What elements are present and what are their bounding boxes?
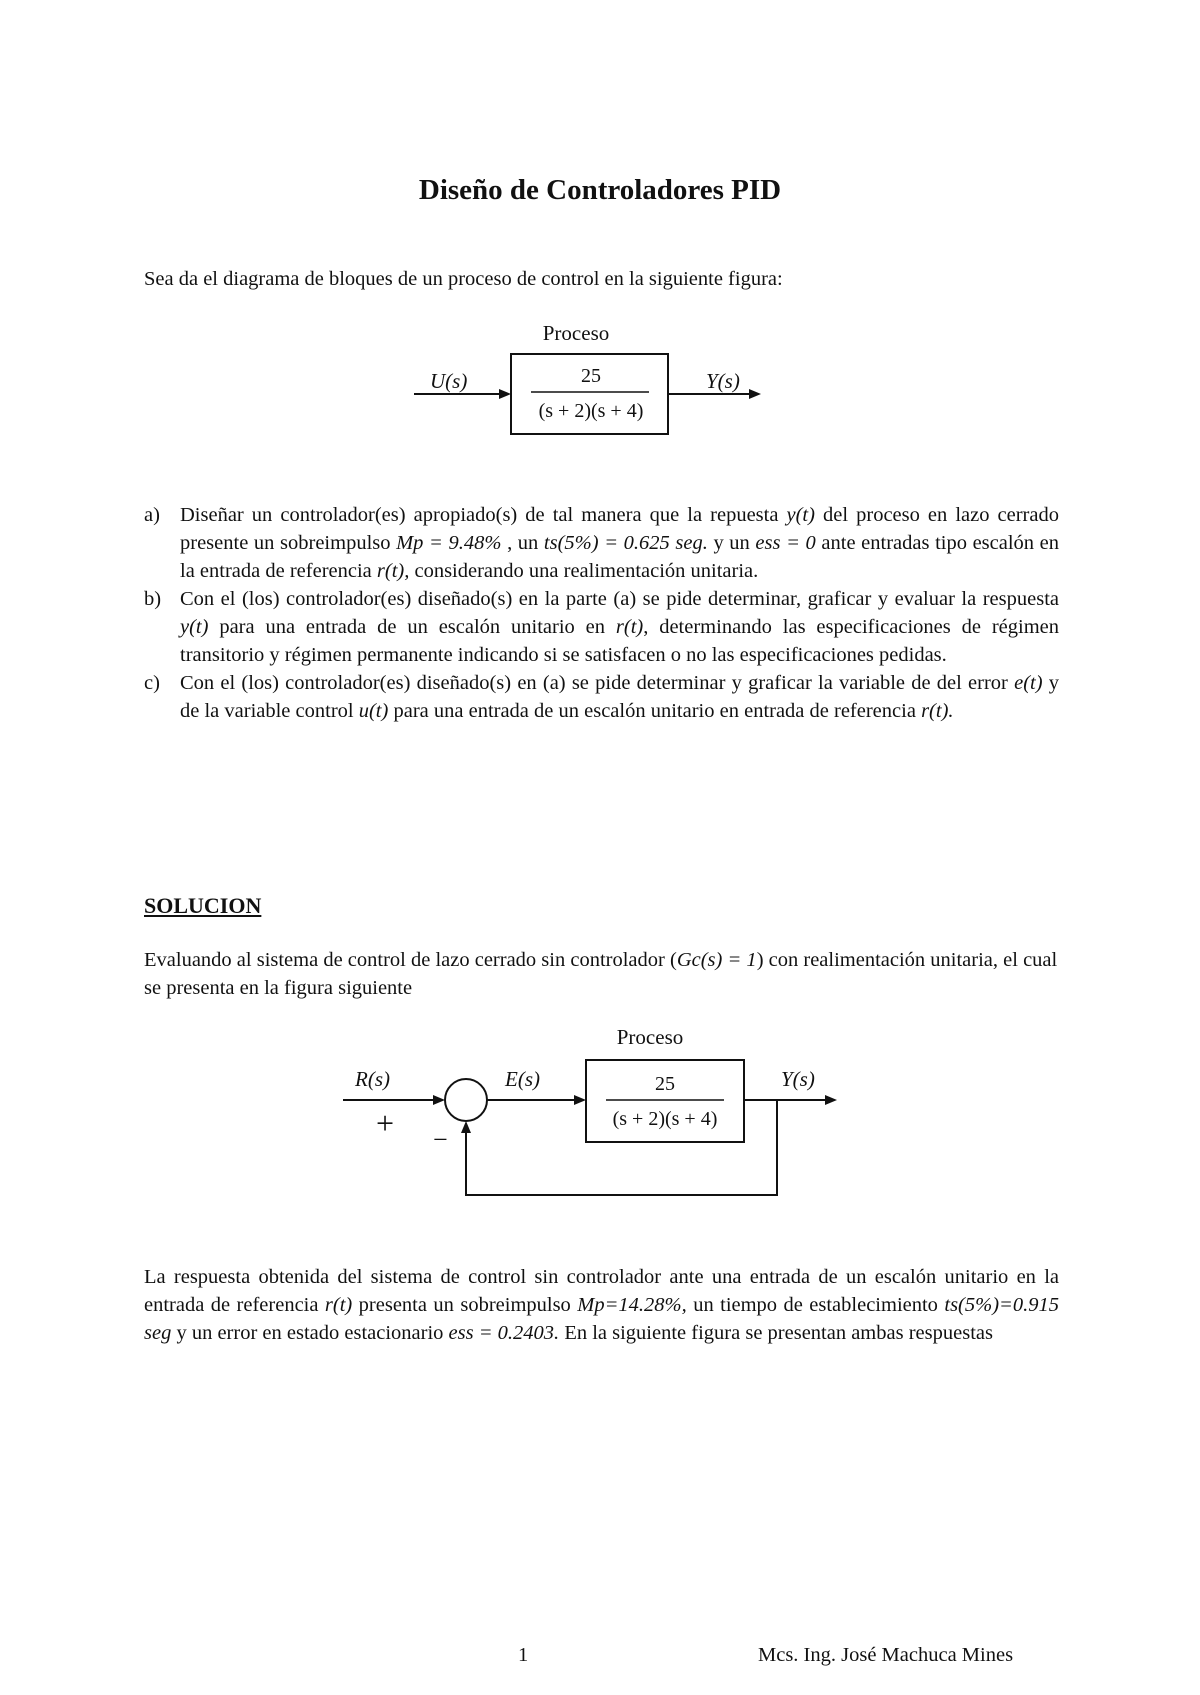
process-label: Proceso bbox=[542, 321, 610, 345]
process-block-diagram bbox=[400, 318, 770, 440]
item-text: , un bbox=[501, 532, 544, 554]
item-label: c) bbox=[144, 672, 160, 694]
item-variable: r(t) bbox=[615, 616, 644, 638]
transfer-denominator: (s + 2)(s + 4) bbox=[538, 400, 644, 422]
item-text: y un bbox=[707, 532, 756, 554]
output-signal-label: Y(s) bbox=[706, 369, 740, 393]
transfer-numerator: 25 bbox=[581, 365, 601, 387]
summing-junction bbox=[445, 1079, 487, 1121]
item-text: ante entradas tipo escalón en la entrada de referencia bbox=[180, 532, 1060, 582]
item-text: para una entrada de un escalón unitario en bbox=[208, 616, 616, 638]
page-title: Diseño de Controladores PID bbox=[418, 174, 782, 206]
closed-loop-block-diagram bbox=[335, 1020, 845, 1205]
requirements-list bbox=[144, 501, 1059, 725]
paragraph-variable: Gc(s) = 1 bbox=[676, 949, 757, 971]
item-variable: r(t). bbox=[921, 700, 954, 722]
minus-sign: − bbox=[433, 1125, 448, 1154]
item-text: Con el (los) controlador(es) diseñado(s) en (a) se pide determinar y graficar la variable de del error bbox=[180, 672, 1015, 694]
item-label: b) bbox=[144, 588, 162, 610]
item-text: del proceso en lazo cerrado presente un sobreimpulso bbox=[180, 504, 1059, 554]
solution-paragraph-2 bbox=[144, 1263, 1059, 1347]
item-variable: Mp = 9.48% bbox=[396, 532, 502, 554]
page-number: 1 bbox=[518, 1644, 529, 1666]
transfer-denominator: (s + 2)(s + 4) bbox=[612, 1108, 718, 1130]
paragraph-variable: ess = 0.2403. bbox=[448, 1322, 560, 1344]
item-variable: y(t) bbox=[786, 504, 815, 526]
plus-sign: + bbox=[376, 1105, 395, 1141]
paragraph-variable: ts(5%)=0.915 seg bbox=[144, 1294, 1059, 1344]
error-signal-label: E(s) bbox=[505, 1067, 540, 1091]
process-label: Proceso bbox=[616, 1025, 684, 1049]
item-label: a) bbox=[144, 504, 160, 526]
transfer-numerator: 25 bbox=[655, 1073, 675, 1095]
item-variable: e(t) bbox=[1014, 672, 1043, 694]
reference-arrowhead bbox=[433, 1095, 445, 1105]
item-variable: u(t) bbox=[358, 700, 389, 722]
feedback-arrowhead bbox=[461, 1121, 471, 1133]
item-text: para una entrada de un escalón unitario en entrada de referencia bbox=[388, 700, 922, 722]
item-text: , determinando las especificaciones de régimen transitorio y régimen permanente indicando si se satisfacen o no las especificaciones pedidas. bbox=[180, 616, 1059, 666]
author-credit: Mcs. Ing. José Machuca Mines bbox=[758, 1644, 1014, 1666]
output-arrowhead bbox=[749, 389, 761, 399]
solution-heading: SOLUCION bbox=[144, 893, 262, 918]
intro-paragraph: Sea da el diagrama de bloques de un proceso de control en la siguiente figura: bbox=[144, 268, 783, 290]
solution-paragraph-1 bbox=[144, 946, 1064, 1002]
paragraph-text: Evaluando al sistema de control de lazo cerrado sin controlador ( bbox=[144, 949, 677, 971]
paragraph-text: presenta un sobreimpulso bbox=[352, 1294, 578, 1316]
paragraph-variable: Mp=14.28%, bbox=[577, 1294, 687, 1316]
input-signal-label: U(s) bbox=[430, 369, 468, 393]
paragraph-text: y un error en estado estacionario bbox=[171, 1322, 449, 1344]
output-signal-label: Y(s) bbox=[781, 1067, 815, 1091]
item-variable: ess = 0 bbox=[755, 532, 816, 554]
reference-signal-label: R(s) bbox=[355, 1067, 390, 1091]
paragraph-text: ) con realimentación unitaria, el cual se presenta en la figura siguiente bbox=[144, 949, 1058, 999]
list-item bbox=[144, 585, 1059, 669]
paragraph-text: En la siguiente figura se presentan ambas respuestas bbox=[559, 1322, 993, 1344]
item-variable: ts(5%) = 0.625 seg. bbox=[543, 532, 708, 554]
paragraph-text: La respuesta obtenida del sistema de control sin controlador ante una entrada de un escalón unitario en la entrada de referencia bbox=[144, 1266, 1059, 1316]
item-text: considerando una realimentación unitaria. bbox=[409, 560, 759, 582]
item-text: Diseñar un controlador(es) apropiado(s) de tal manera que la repuesta bbox=[180, 504, 787, 526]
paragraph-variable: r(t) bbox=[324, 1294, 353, 1316]
paragraph-text: un tiempo de establecimiento bbox=[686, 1294, 945, 1316]
item-text: Con el (los) controlador(es) diseñado(s) en la parte (a) se pide determinar, graficar y evaluar la respuesta bbox=[180, 588, 1059, 610]
input-arrowhead bbox=[499, 389, 511, 399]
error-arrowhead bbox=[574, 1095, 586, 1105]
list-item bbox=[144, 669, 1059, 725]
item-variable: y(t) bbox=[180, 616, 209, 638]
item-text: y de la variable control bbox=[180, 672, 1060, 722]
item-variable: r(t), bbox=[376, 560, 410, 582]
output-arrowhead bbox=[825, 1095, 837, 1105]
list-item bbox=[144, 501, 1059, 585]
